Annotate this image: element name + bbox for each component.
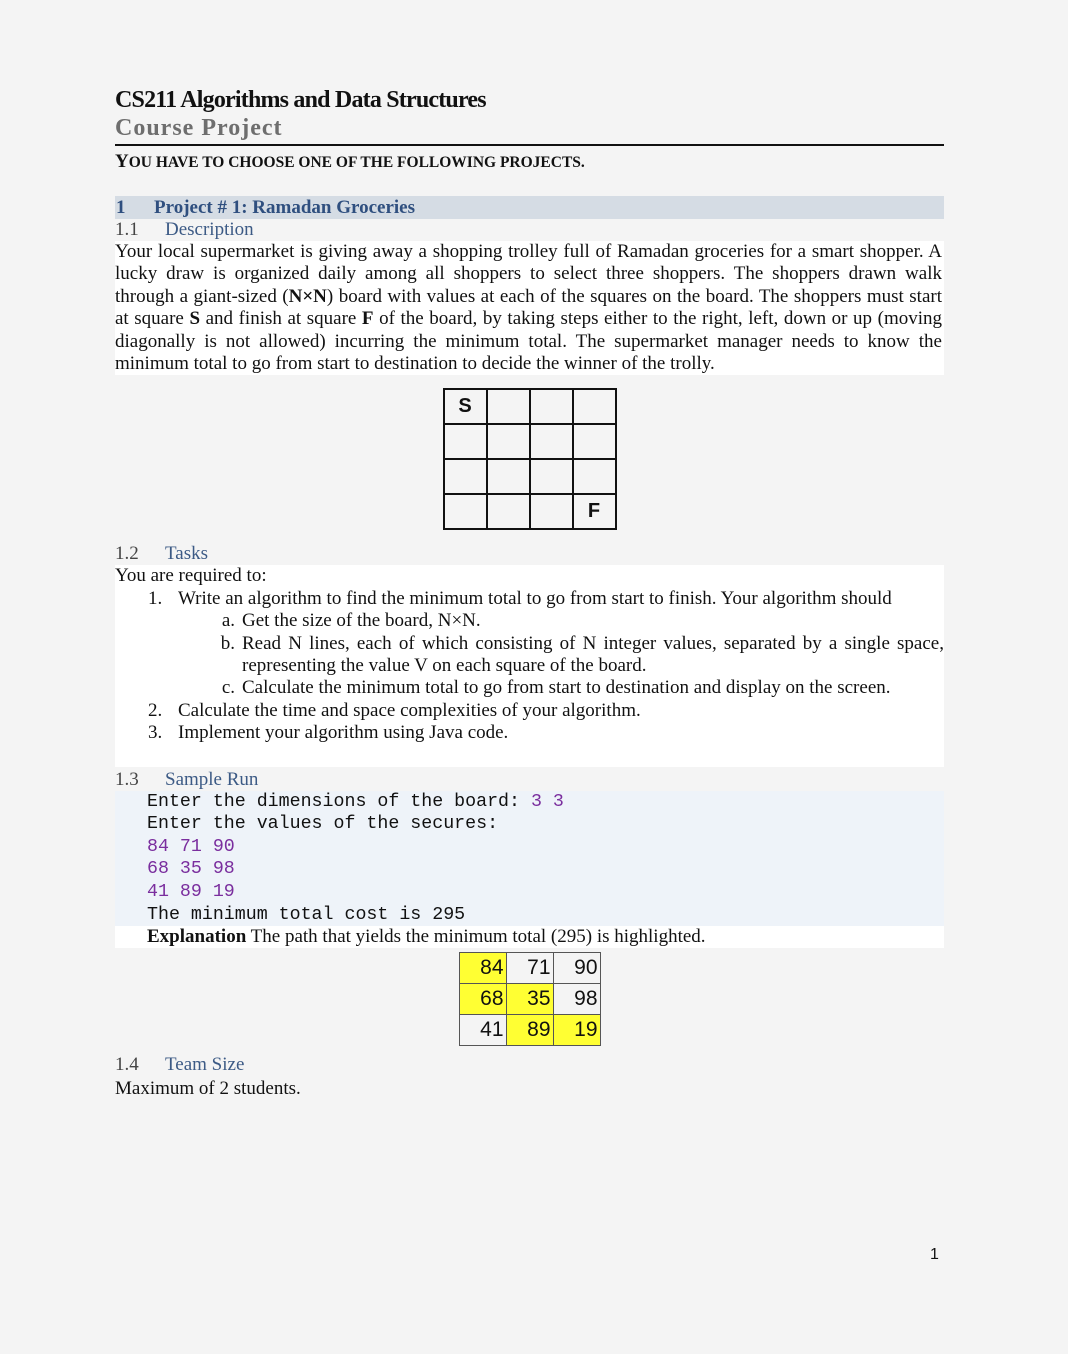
task-item: 1. Write an algorithm to find the minimum total to go from start to finish. Your algorithm should [148,587,892,609]
console-line: Enter the values of the secures: [147,814,499,835]
console-input-row: 41 89 19 [147,882,235,903]
section-1-3-heading: 1.3 Sample Run [115,768,259,790]
page-title: CS211 Algorithms and Data Structures [115,87,486,113]
grid-cell-highlighted: 84 [459,953,506,984]
grid-cell: 90 [553,953,600,984]
console-line: Enter the dimensions of the board: 3 3 [147,791,564,812]
board-cell [487,424,530,459]
section-1-2-heading: 1.2 Tasks [115,543,209,565]
title-divider [115,144,944,146]
board-cell [530,494,573,529]
grid-cell: 41 [459,1015,506,1046]
board-cell [530,459,573,494]
board-start-cell: S [444,389,487,424]
board-cell [573,389,616,424]
console-input-row: 84 71 90 [147,836,235,857]
tasks-intro: You are required to: [115,565,267,587]
sample-run-console [115,791,944,927]
document-page [115,86,944,1100]
grid-cell-highlighted: 89 [506,1015,553,1046]
section-1-1-heading: 1.1 Description [115,219,254,240]
task-item: 3. Implement your algorithm using Java code. [148,722,509,744]
board-cell [487,494,530,529]
tasks-list [115,565,944,766]
board-cell [444,459,487,494]
explanation-text: Explanation The path that yields the minimum total (295) is highlighted. [115,926,944,948]
board-cell [444,424,487,459]
board-cell [573,424,616,459]
console-input-row: 68 35 98 [147,859,235,880]
grid-cell: 98 [553,984,600,1015]
task-subitem: c. Calculate the minimum total to go from start to destination and display on the screen. [221,677,891,699]
page-number: 1 [930,1246,939,1263]
board-cell [530,389,573,424]
grid-cell-highlighted: 19 [553,1015,600,1046]
grid-cell-highlighted: 68 [459,984,506,1015]
section-1-heading: 1 Project # 1: Ramadan Groceries [115,196,944,219]
description-paragraph: Your local supermarket is giving away a shopping trolley full of Ramadan groceries for a smart shopper. A lucky draw is organized daily among all shoppers to select three shoppers. The shoppers drawn walk through a giant-sized (N×N) board with values at each of the squares on the board. The shoppers must start at square S and finish at square F of the board, by taking steps either to the right, left, down or up (moving diagonally is not allowed) incurring the minimum total. The supermarket manager needs to know the minimum total to go from start to destination to decide the winner of the trolly. [115,241,942,375]
grid-cell: 71 [506,953,553,984]
board-cell [530,424,573,459]
task-subitem: a. Get the size of the board, N×N. [221,610,481,632]
console-result: The minimum total cost is 295 [147,904,466,925]
task-item: 2. Calculate the time and space complexities of your algorithm. [148,699,641,721]
board-cell [487,389,530,424]
task-subitem: b. Read N lines, each of which consisting of N integer values, separated by a single space, representing the value V on each square of the board. [220,632,944,677]
section-1-4-heading: 1.4 Team Size [115,1054,245,1076]
board-finish-cell: F [573,494,616,529]
board-diagram [443,388,617,530]
board-cell [487,459,530,494]
grid-cell-highlighted: 35 [506,984,553,1015]
board-cell [573,459,616,494]
path-grid [459,952,601,1046]
board-cell [444,494,487,529]
instruction-text: YOU HAVE TO CHOOSE ONE OF THE FOLLOWING PROJECTS. [115,151,585,172]
team-size-text: Maximum of 2 students. [115,1078,301,1100]
page-subtitle: Course Project [115,115,283,141]
